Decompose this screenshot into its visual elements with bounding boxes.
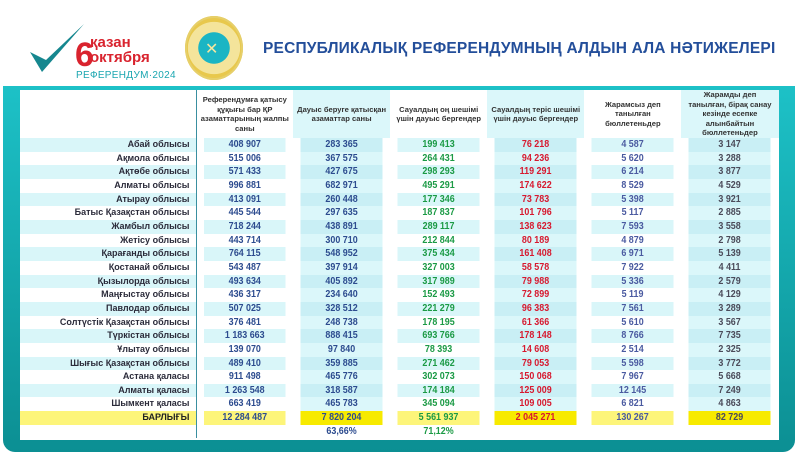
table-header	[20, 90, 779, 138]
table-row	[20, 165, 779, 179]
cell-eligible: 764 115	[203, 247, 286, 261]
cell-no: 58 578	[495, 261, 578, 275]
cell-invalid: 5 117	[621, 206, 644, 219]
cell-no: 125 009	[495, 384, 578, 398]
table-row	[20, 384, 779, 398]
cell-invalid: 7 967	[621, 370, 645, 383]
cell-yes: 298 293	[397, 165, 480, 179]
cell-yes: 178 195	[422, 315, 455, 328]
header-invalid: Жарамсыз деп танылған бюллетеньдер	[604, 99, 661, 128]
cell-yes: 693 766	[397, 329, 480, 343]
results-table	[20, 90, 779, 438]
cell-voted: 367 575	[300, 152, 383, 166]
logo-day: 6	[75, 36, 94, 74]
region-name: Алматы қаласы	[20, 384, 196, 398]
table-row	[20, 220, 779, 234]
cell-yes: 78 393	[425, 342, 453, 355]
cell-uncounted: 5 139	[689, 247, 772, 261]
cell-uncounted: 4 863	[689, 397, 772, 411]
cell-eligible: 996 881	[228, 178, 261, 191]
cell-eligible: 443 714	[228, 233, 261, 246]
region-name: Алматы облысы	[20, 179, 196, 193]
table-row	[20, 247, 779, 261]
page-title: РЕСПУБЛИКАЛЫҚ РЕФЕРЕНДУМНЫҢ АЛДЫН АЛА НӘТИЖЕЛЕРІ	[263, 40, 776, 57]
cell-voted: 300 710	[300, 234, 383, 248]
region-name: Астана қаласы	[20, 370, 196, 384]
cell-voted: 548 952	[300, 247, 383, 261]
header-eligible: Референдумға қатысу құқығы бар ҚР азаматтарының жалпы саны	[200, 95, 289, 133]
cell-yes: 327 003	[422, 260, 455, 273]
table-row	[20, 357, 779, 371]
cell-voted: 427 675	[300, 165, 383, 179]
cell-eligible: 445 544	[228, 206, 261, 219]
cell-eligible: 1 263 548	[203, 384, 286, 398]
turnout-percent: 63,66%	[326, 424, 357, 437]
cell-no: 72 899	[495, 288, 578, 302]
region-name: Батыс Қазақстан облысы	[20, 206, 196, 220]
cell-uncounted: 3 877	[689, 165, 772, 179]
cell-yes: 317 989	[397, 275, 480, 289]
region-name: Түркістан облысы	[20, 329, 196, 343]
region-name: Ақтөбе облысы	[20, 165, 196, 179]
cell-no: 138 623	[495, 220, 578, 234]
cell-uncounted: 3 921	[689, 193, 772, 207]
empty-cell	[20, 425, 196, 439]
cell-uncounted: 3 289	[689, 302, 772, 316]
cell-no: 96 383	[495, 302, 578, 316]
region-name: Шығыс Қазақстан облысы	[20, 357, 196, 371]
table-row	[20, 288, 779, 302]
cell-no: 119 291	[495, 165, 578, 179]
cell-voted: 438 891	[300, 220, 383, 234]
cell-voted: 465 776	[300, 370, 383, 384]
cell-invalid: 5 598	[592, 357, 675, 371]
table-row	[20, 302, 779, 316]
cell-uncounted: 2 579	[689, 275, 772, 289]
table-row	[20, 234, 779, 248]
region-name: Жамбыл облысы	[20, 220, 196, 234]
cell-voted: 465 783	[300, 397, 383, 411]
cell-yes: 174 184	[397, 384, 480, 398]
cell-voted: 297 635	[300, 206, 383, 220]
cell-invalid: 5 610	[621, 315, 645, 328]
cell-uncounted: 3 558	[689, 220, 772, 234]
cell-uncounted: 82 729	[689, 411, 772, 425]
cell-eligible: 436 317	[228, 288, 261, 301]
cell-eligible: 493 634	[203, 275, 286, 289]
cell-eligible: 12 284 487	[203, 411, 286, 425]
region-name: Шымкент қаласы	[20, 397, 196, 411]
logo-caption: РЕФЕРЕНДУМ·2024	[76, 70, 176, 81]
cell-voted: 283 365	[300, 138, 383, 152]
cell-no: 79 988	[495, 275, 578, 289]
region-name: Ақмола облысы	[20, 152, 196, 166]
cell-invalid: 6 214	[592, 165, 675, 179]
header-no: Сауалдың теріс шешімі үшін дауыс бергендер	[487, 90, 584, 138]
cell-invalid: 4 879	[621, 233, 645, 246]
cell-yes: 302 073	[422, 370, 455, 383]
region-name: Маңғыстау облысы	[20, 288, 196, 302]
cell-voted: 359 885	[300, 357, 383, 371]
table-row	[20, 261, 779, 275]
cell-voted: 234 640	[300, 288, 383, 302]
cell-yes: 5 561 937	[397, 411, 480, 425]
cell-uncounted: 2 798	[689, 234, 772, 248]
cell-invalid: 5 336	[592, 275, 675, 289]
cell-uncounted: 7 735	[689, 329, 772, 343]
cell-no: 61 366	[495, 316, 578, 330]
cell-yes: 187 837	[422, 206, 455, 219]
table-row	[20, 370, 779, 384]
cell-no: 150 068	[495, 370, 578, 384]
cell-uncounted: 3 567	[689, 316, 772, 330]
cell-no: 101 796	[495, 206, 578, 220]
cell-uncounted: 3 147	[689, 138, 772, 152]
cell-yes: 177 346	[397, 193, 480, 207]
results-panel	[3, 86, 795, 452]
cell-no: 161 408	[495, 247, 578, 261]
cell-yes: 152 493	[422, 288, 455, 301]
cell-voted: 397 914	[300, 261, 383, 275]
region-name: БАРЛЫҒЫ	[20, 411, 196, 425]
cell-invalid: 130 267	[592, 411, 675, 425]
cell-no: 14 608	[495, 343, 578, 357]
cell-voted: 260 448	[300, 193, 383, 207]
cell-uncounted: 7 249	[689, 384, 772, 398]
table-row	[20, 275, 779, 289]
cell-uncounted: 2 325	[689, 343, 772, 357]
header-uncounted: Жарамды деп танылған, бірақ санау кезінде есепке алынбайтын бюллетеньдер	[681, 90, 778, 138]
cell-uncounted: 2 885	[689, 206, 772, 220]
cell-invalid: 7 561	[592, 302, 675, 316]
cell-voted: 888 415	[300, 329, 383, 343]
cell-invalid: 5 620	[621, 151, 645, 164]
cell-eligible: 718 244	[203, 220, 286, 234]
region-name: Ұлытау облысы	[20, 343, 196, 357]
cell-uncounted: 5 668	[689, 370, 772, 384]
cell-invalid: 7 593	[592, 220, 675, 234]
yes-percent: 71,12%	[423, 424, 454, 437]
table-row	[20, 343, 779, 357]
table-row	[20, 329, 779, 343]
table-row	[20, 193, 779, 207]
cell-no: 94 236	[495, 152, 578, 166]
cell-yes: 271 462	[397, 357, 480, 371]
cell-eligible: 1 183 663	[203, 329, 286, 343]
cell-eligible: 911 498	[228, 370, 261, 383]
header-voted: Дауыс беруге қатысқан азаматтар саны	[293, 90, 390, 138]
table-row	[20, 179, 779, 193]
cell-eligible: 507 025	[203, 302, 286, 316]
cell-no: 79 053	[495, 357, 578, 371]
cell-yes: 495 291	[422, 178, 455, 191]
cell-no: 2 045 271	[495, 411, 578, 425]
cell-uncounted: 3 772	[689, 357, 772, 371]
cell-eligible: 571 433	[203, 165, 286, 179]
cell-no: 73 783	[495, 193, 578, 207]
cell-eligible: 408 907	[203, 138, 286, 152]
logo-month-kz: қазан	[90, 34, 131, 51]
cell-yes: 375 434	[397, 247, 480, 261]
cell-invalid: 12 145	[592, 384, 675, 398]
empty-cell	[203, 425, 286, 439]
emblem-icon: ✕	[205, 41, 219, 58]
region-name: Қостанай облысы	[20, 261, 196, 275]
cell-eligible: 663 419	[228, 397, 261, 410]
total-row	[20, 411, 779, 425]
region-name: Қызылорда облысы	[20, 275, 196, 289]
cell-invalid: 7 922	[621, 260, 645, 273]
cell-eligible: 489 410	[203, 357, 286, 371]
cell-invalid: 6 821	[621, 397, 645, 410]
cell-voted: 7 820 204	[300, 411, 383, 425]
cell-eligible: 515 006	[228, 151, 261, 164]
cell-yes: 264 431	[422, 151, 455, 164]
cell-uncounted: 3 288	[689, 152, 772, 166]
cell-yes: 289 117	[397, 220, 480, 234]
region-name: Абай облысы	[20, 138, 196, 152]
cec-emblem	[185, 16, 243, 80]
cell-yes: 212 844	[422, 233, 455, 246]
table-row	[20, 138, 779, 152]
cell-voted: 97 840	[300, 343, 383, 357]
region-name: Жетісу облысы	[20, 234, 196, 248]
table-row	[20, 316, 779, 330]
cell-voted: 682 971	[300, 179, 383, 193]
table-row	[20, 206, 779, 220]
cell-no: 76 218	[495, 138, 578, 152]
cell-invalid: 6 971	[592, 247, 675, 261]
region-name: Қарағанды облысы	[20, 247, 196, 261]
cell-invalid: 2 514	[621, 342, 645, 355]
cell-no: 174 622	[495, 179, 578, 193]
header-yes: Сауалдың оң шешімі үшін дауыс бергендер	[396, 104, 482, 123]
cell-voted: 328 512	[300, 302, 383, 316]
cell-no: 80 189	[495, 234, 578, 248]
cell-yes: 221 279	[397, 302, 480, 316]
cell-eligible: 543 487	[228, 260, 261, 273]
cell-voted: 248 738	[300, 316, 383, 330]
percentage-row	[20, 425, 779, 439]
cell-yes: 345 094	[422, 397, 455, 410]
cell-invalid: 5 398	[592, 193, 675, 207]
logo-month-ru: октября	[90, 49, 150, 66]
table-row	[20, 152, 779, 166]
cell-voted: 318 587	[300, 384, 383, 398]
cell-no: 178 148	[495, 329, 578, 343]
table-row	[20, 397, 779, 411]
cell-uncounted: 4 411	[689, 261, 772, 275]
cell-uncounted: 4 529	[689, 179, 772, 193]
cell-eligible: 376 481	[228, 315, 261, 328]
cell-invalid: 8 529	[621, 178, 645, 191]
cell-invalid: 8 766	[592, 329, 675, 343]
region-name: Атырау облысы	[20, 193, 196, 207]
cell-invalid: 4 587	[592, 138, 675, 152]
region-name: Солтүстік Қазақстан облысы	[20, 316, 196, 330]
cell-yes: 199 413	[397, 138, 480, 152]
cell-eligible: 139 070	[228, 342, 261, 355]
cell-voted: 405 892	[300, 275, 383, 289]
cell-invalid: 5 119	[621, 288, 644, 301]
cell-uncounted: 4 129	[689, 288, 772, 302]
region-name: Павлодар облысы	[20, 302, 196, 316]
cell-no: 109 005	[495, 397, 578, 411]
cell-eligible: 413 091	[203, 193, 286, 207]
referendum-logo	[28, 22, 176, 82]
header-region	[20, 90, 196, 138]
